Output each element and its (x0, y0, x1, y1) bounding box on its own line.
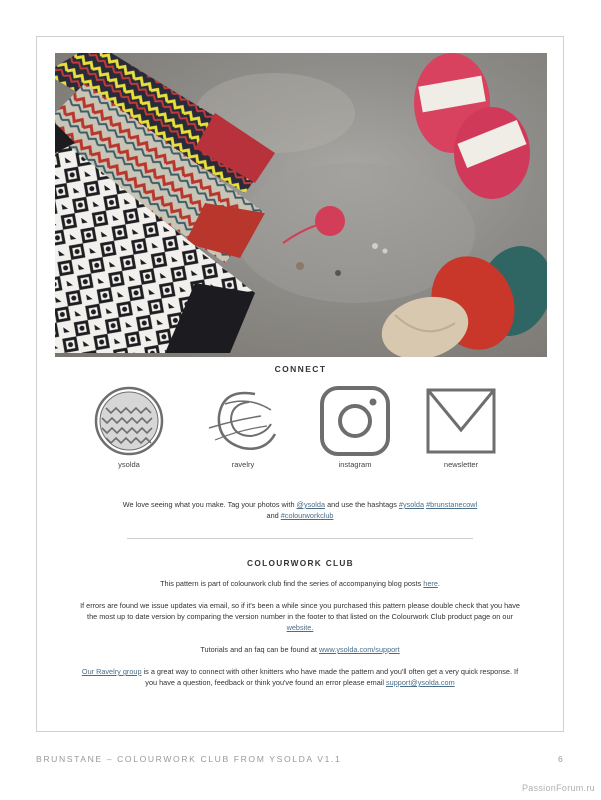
knitting-photo (55, 53, 547, 357)
newsletter-icon (426, 386, 496, 456)
share-text-1: We love seeing what you make. Tag your photos with (122, 500, 297, 509)
website-link[interactable]: website. (286, 623, 314, 632)
social-instagram-label: instagram (338, 460, 372, 469)
page-number: 6 (558, 754, 563, 764)
connect-heading: CONNECT (274, 364, 327, 374)
club-p4-text: is a great way to connect with other knitters who have made the pattern and you'll often get a very quick response. If you have a question, feedback or think you've found an error please email (141, 667, 519, 687)
divider (127, 538, 473, 539)
ravelry-group-link[interactable]: Our Ravelry group (81, 667, 142, 676)
social-newsletter[interactable] (416, 386, 506, 469)
instagram-icon (320, 386, 390, 456)
club-paragraph-2 (80, 600, 520, 633)
share-tag-ysolda-link[interactable]: #ysolda (398, 500, 425, 509)
social-newsletter-label: newsletter (443, 460, 479, 469)
social-ravelry-label: ravelry (231, 460, 255, 469)
share-handle-link[interactable]: @ysolda (296, 500, 326, 509)
share-text-2: and use the hashtags (325, 500, 399, 509)
ysolda-knit-icon (94, 386, 164, 456)
share-tag-brunstane-link[interactable]: #brunstanecowl (426, 500, 478, 509)
club-p3-text: Tutorials and an faq can be found at (200, 645, 319, 654)
club-paragraph-3 (80, 644, 520, 655)
social-ysolda-label: ysolda (118, 460, 140, 469)
club-p1-end: . (437, 579, 440, 588)
hero-photo (55, 53, 547, 357)
social-ravelry[interactable] (198, 386, 288, 469)
support-email-link[interactable]: support@ysolda.com (386, 678, 455, 687)
blog-posts-link[interactable]: here (423, 579, 438, 588)
club-heading: COLOURWORK CLUB (247, 558, 354, 568)
club-p2-text: If errors are found we issue updates via email, so if it's been a while since you purchased this pattern please double check that you have the most up to date version by comparing the version number in the footer to that listed on the Colourwork Club product page on our (80, 601, 520, 621)
club-paragraph-4 (80, 666, 520, 688)
social-ysolda[interactable] (84, 386, 174, 469)
watermark: PassionForum.ru (521, 783, 595, 793)
ravelry-icon (205, 386, 281, 456)
footer-title: BRUNSTANE – COLOURWORK CLUB FROM YSOLDA V1.1 (36, 754, 342, 764)
share-paragraph (80, 499, 520, 521)
share-and: and (266, 511, 281, 520)
support-link[interactable]: www.ysolda.com/support (318, 645, 400, 654)
social-instagram[interactable] (310, 386, 400, 469)
share-tag-colourworkclub-link[interactable]: #colourworkclub (280, 511, 334, 520)
club-p1-text: This pattern is part of colourwork club find the series of accompanying blog posts (160, 579, 424, 588)
club-paragraph-1 (80, 578, 520, 589)
